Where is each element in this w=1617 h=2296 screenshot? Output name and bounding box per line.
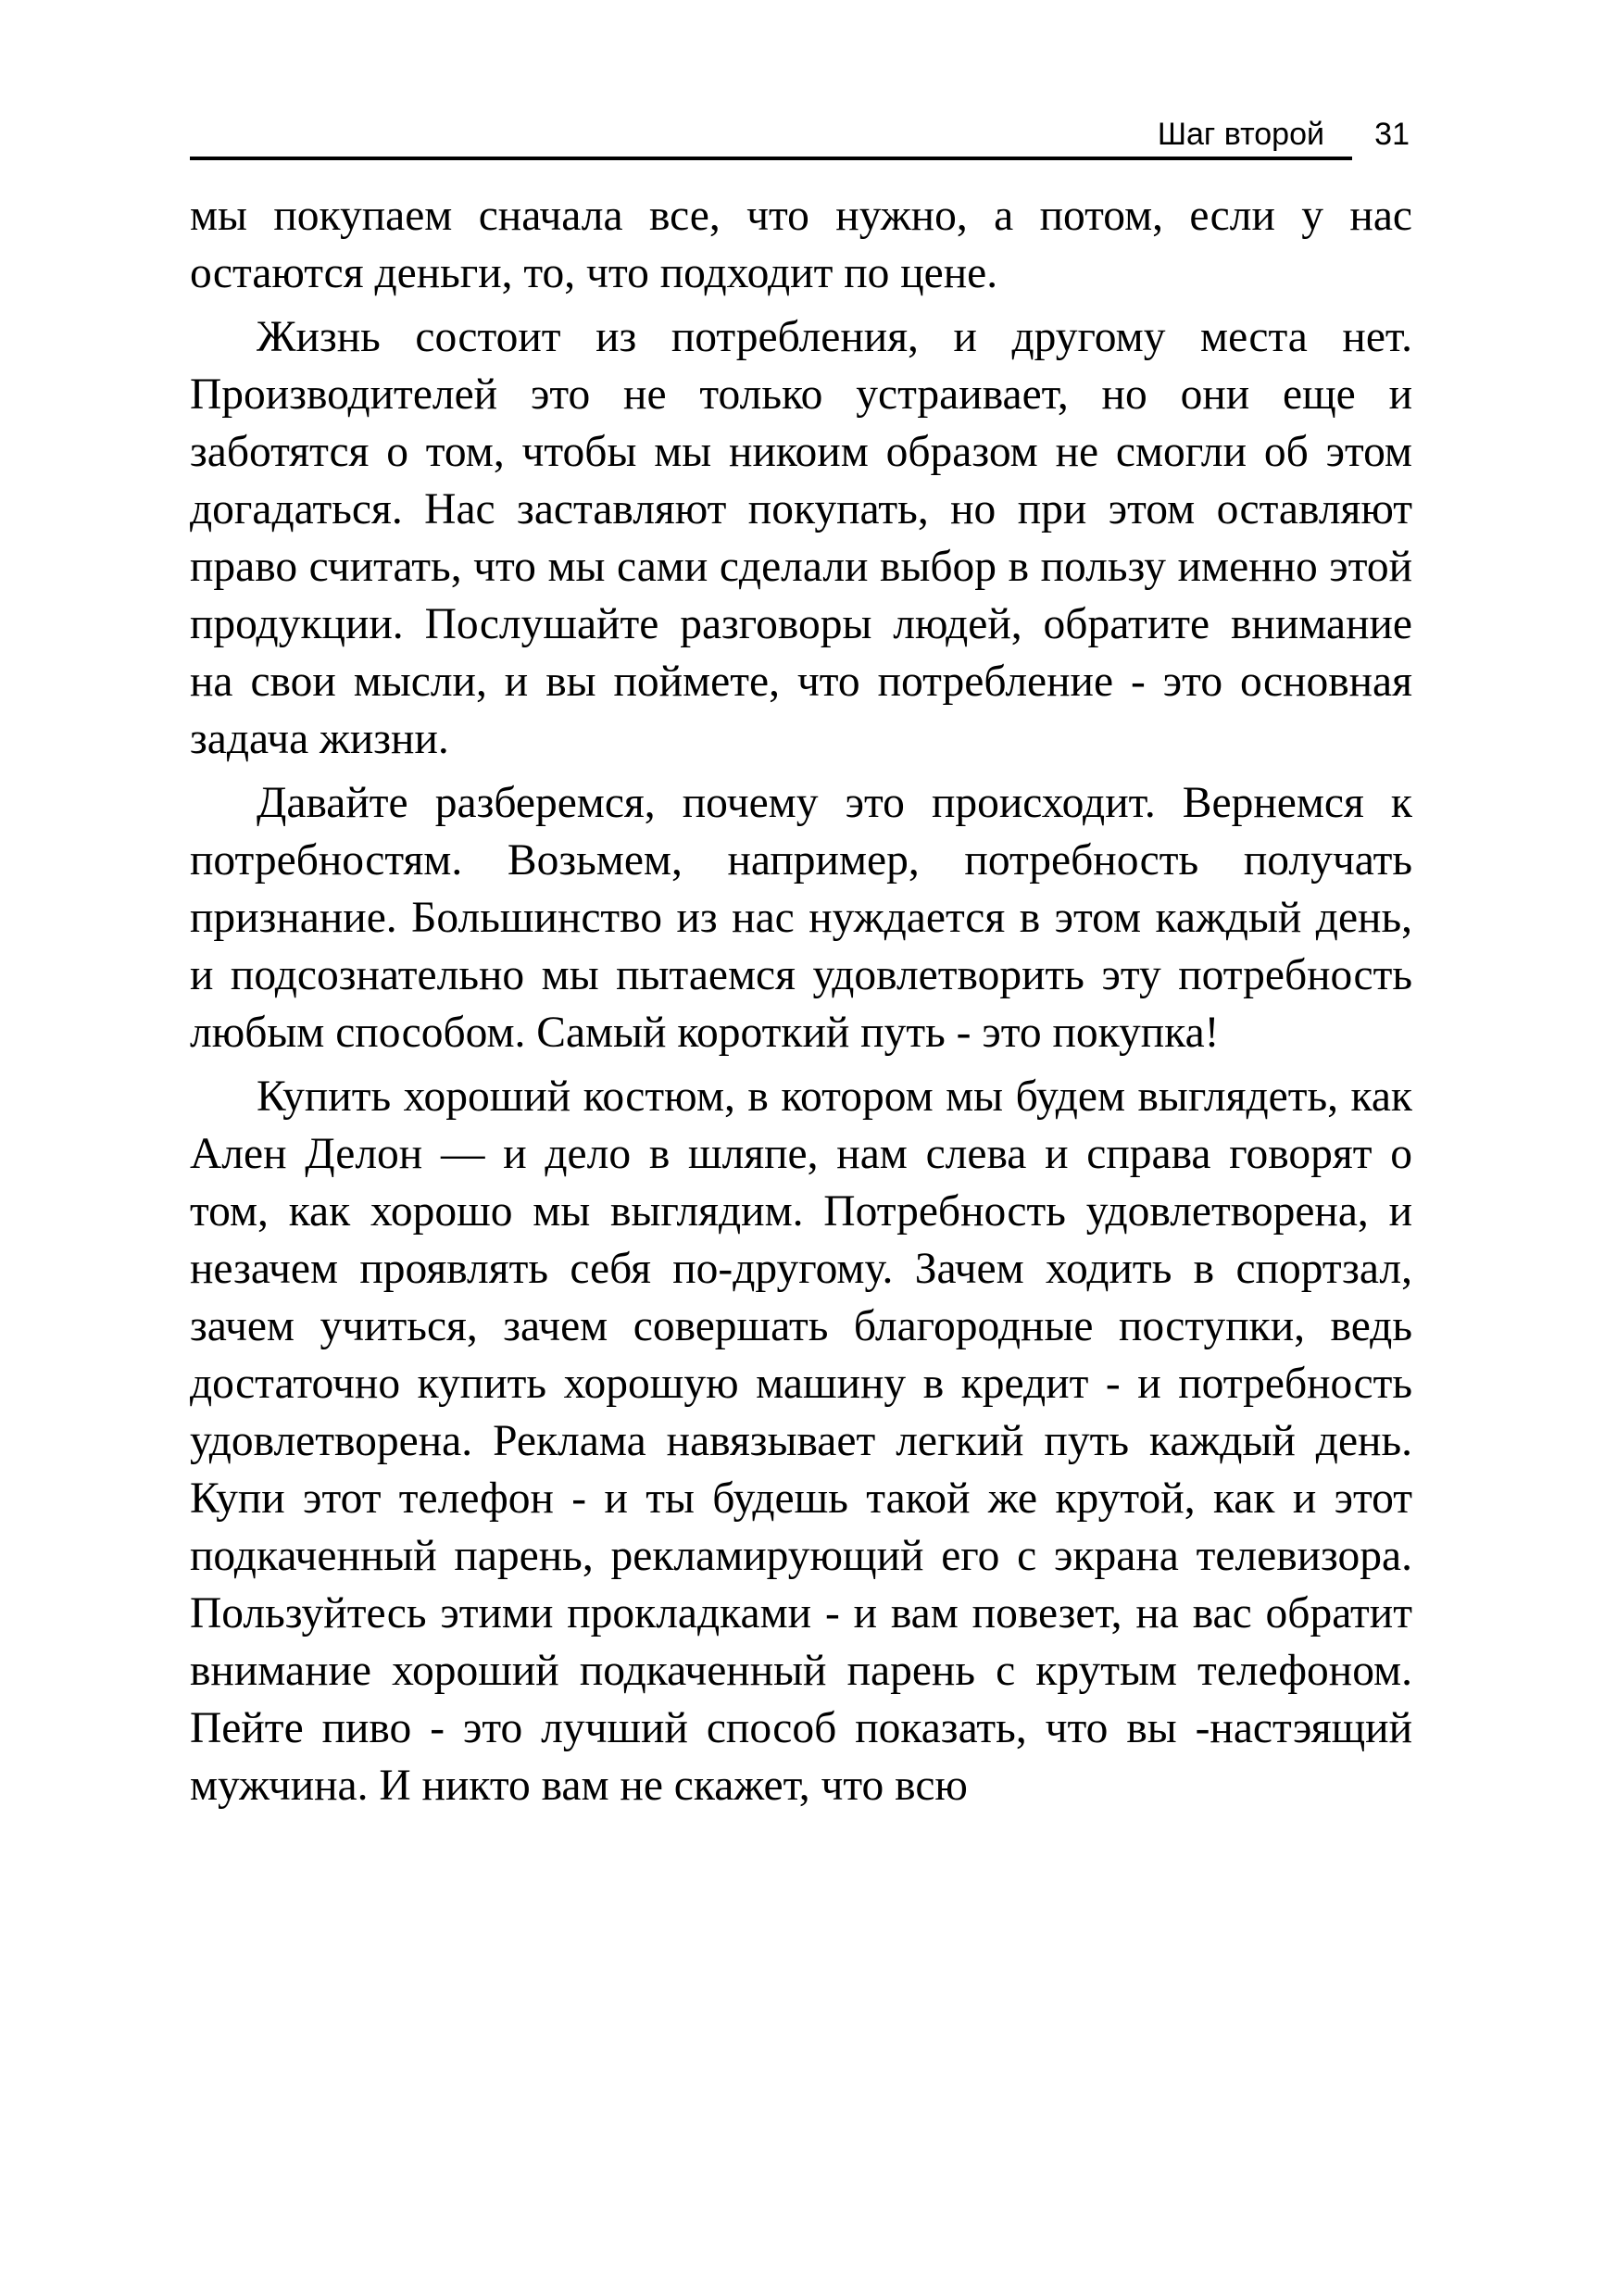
body-text [190,187,1412,1821]
page-number: 31 [1374,117,1410,152]
running-title: Шаг второй [1157,117,1324,152]
paragraph: Жизнь состоит из потребления, и другому места нет. Производителей это не только устраивает, но они еще и заботятся о том, чтобы мы никоим образом не смогли об этом догадаться. Нас заставляют покупать, но при этом оставляют право считать, что мы сами сделали выбор в пользу именно этой продукции. Послушайте разговоры людей, обратите внимание на свои мысли, и вы поймете, что потребление - это основная задача жизни. [190,313,1412,763]
page-header [190,111,1412,162]
paragraph: Давайте разберемся, почему это происходит. Вернемся к потребностям. Возьмем, например, потребность получать признание. Большинство из нас нуждается в этом каждый день, и подсознательно мы пытаемся удовлетворить эту потребность любым способом. Самый короткий путь - это покупка! [190,779,1412,1057]
header-rule [190,157,1352,160]
paragraph-continued: мы покупаем сначала все, что нужно, а потом, если у нас остаются деньги, то, что подходит по цене. [190,192,1412,297]
paragraph: Купить хороший костюм, в котором мы будем выглядеть, как Ален Делон — и дело в шляпе, нам слева и справа говорят о том, как хорошо мы выглядим. Потребность удовлетворена, и незачем проявлять себя по-другому. Зачем ходить в спортзал, зачем учиться, зачем совершать благородные поступки, ведь достаточно купить хорошую машину в кредит - и потребность удовлетворена. Реклама навязывает легкий путь каждый день. Купи этот телефон - и ты будешь такой же крутой, как и этот подкаченный парень, рекламирующий его с экрана телевизора. Пользуйтесь этими прокладками - и вам повезет, на вас обратит внимание хороший подкаченный парень с крутым телефоном. Пейте пиво - это лучший способ показать, что вы -настэящий мужчина. И никто вам не скажет, что всю [190,1073,1412,1810]
